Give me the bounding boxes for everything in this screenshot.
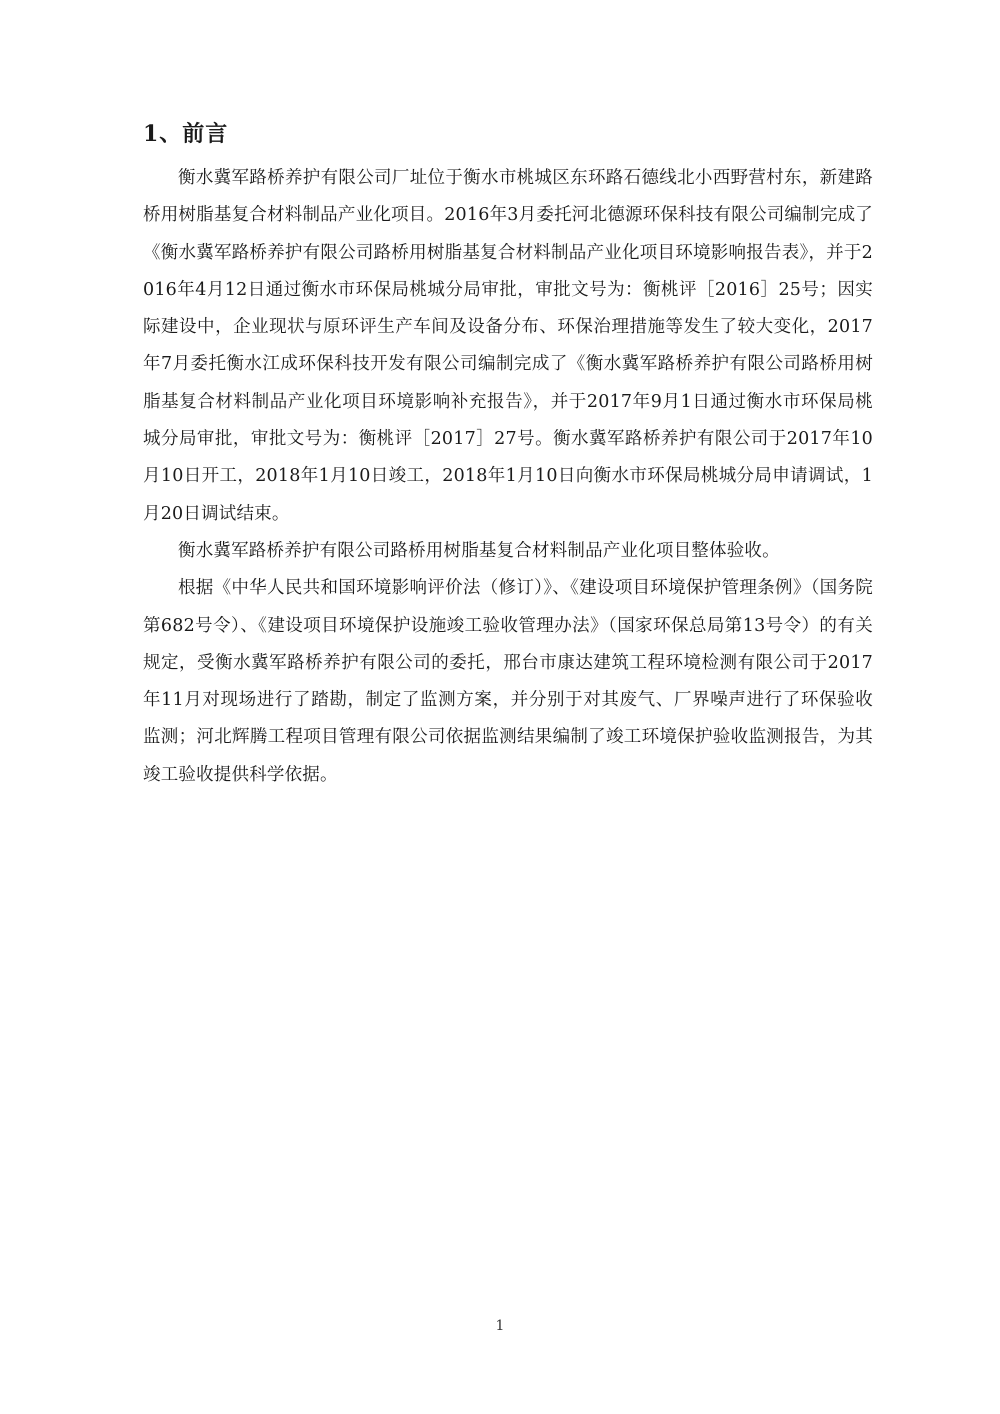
section-heading: 1、前言 xyxy=(143,121,229,147)
paragraph-legal-basis: 根据《中华人民共和国环境影响评价法（修订）》、《建设项目环境保护管理条例》（国务院第682号令）、《建设项目环境保护设施竣工验收管理办法》（国家环保总局第13号令）的有关规定，受衡水冀军路桥养护有限公司的委托，邢台市康达建筑工程环境检测有限公司于2017年11月对现场进行了踏勘，制定了监测方案，并分别于对其废气、厂界噪声进行了环保验收监测；河北辉腾工程项目管理有限公司依据监测结果编制了竣工环境保护验收监测报告，为其竣工验收提供科学依据。 xyxy=(143,578,873,785)
paragraph-project-background: 衡水冀军路桥养护有限公司厂址位于衡水市桃城区东环路石德线北小西野营村东，新建路桥用树脂基复合材料制品产业化项目。2016年3月委托河北德源环保科技有限公司编制完成了《衡水冀军路桥养护有限公司路桥用树脂基复合材料制品产业化项目环境影响报告表》，并于2016年4月12日通过衡水市环保局桃城分局审批，审批文号为：衡桃评［2016］25号；因实际建设中，企业现状与原环评生产车间及设备分布、环保治理措施等发生了较大变化，2017年7月委托衡水江成环保科技开发有限公司编制完成了《衡水冀军路桥养护有限公司路桥用树脂基复合材料制品产业化项目环境影响补充报告》，并于2017年9月1日通过衡水市环保局桃城分局审批，审批文号为：衡桃评［2017］27号。衡水冀军路桥养护有限公司于2017年10月10日开工，2018年1月10日竣工，2018年1月10日向衡水市环保局桃城分局申请调试，1月20日调试结束。 xyxy=(143,168,873,524)
page-number: 1 xyxy=(495,1318,505,1334)
document-body xyxy=(143,118,873,794)
paragraph-acceptance-scope: 衡水冀军路桥养护有限公司路桥用树脂基复合材料制品产业化项目整体验收。 xyxy=(178,540,780,561)
